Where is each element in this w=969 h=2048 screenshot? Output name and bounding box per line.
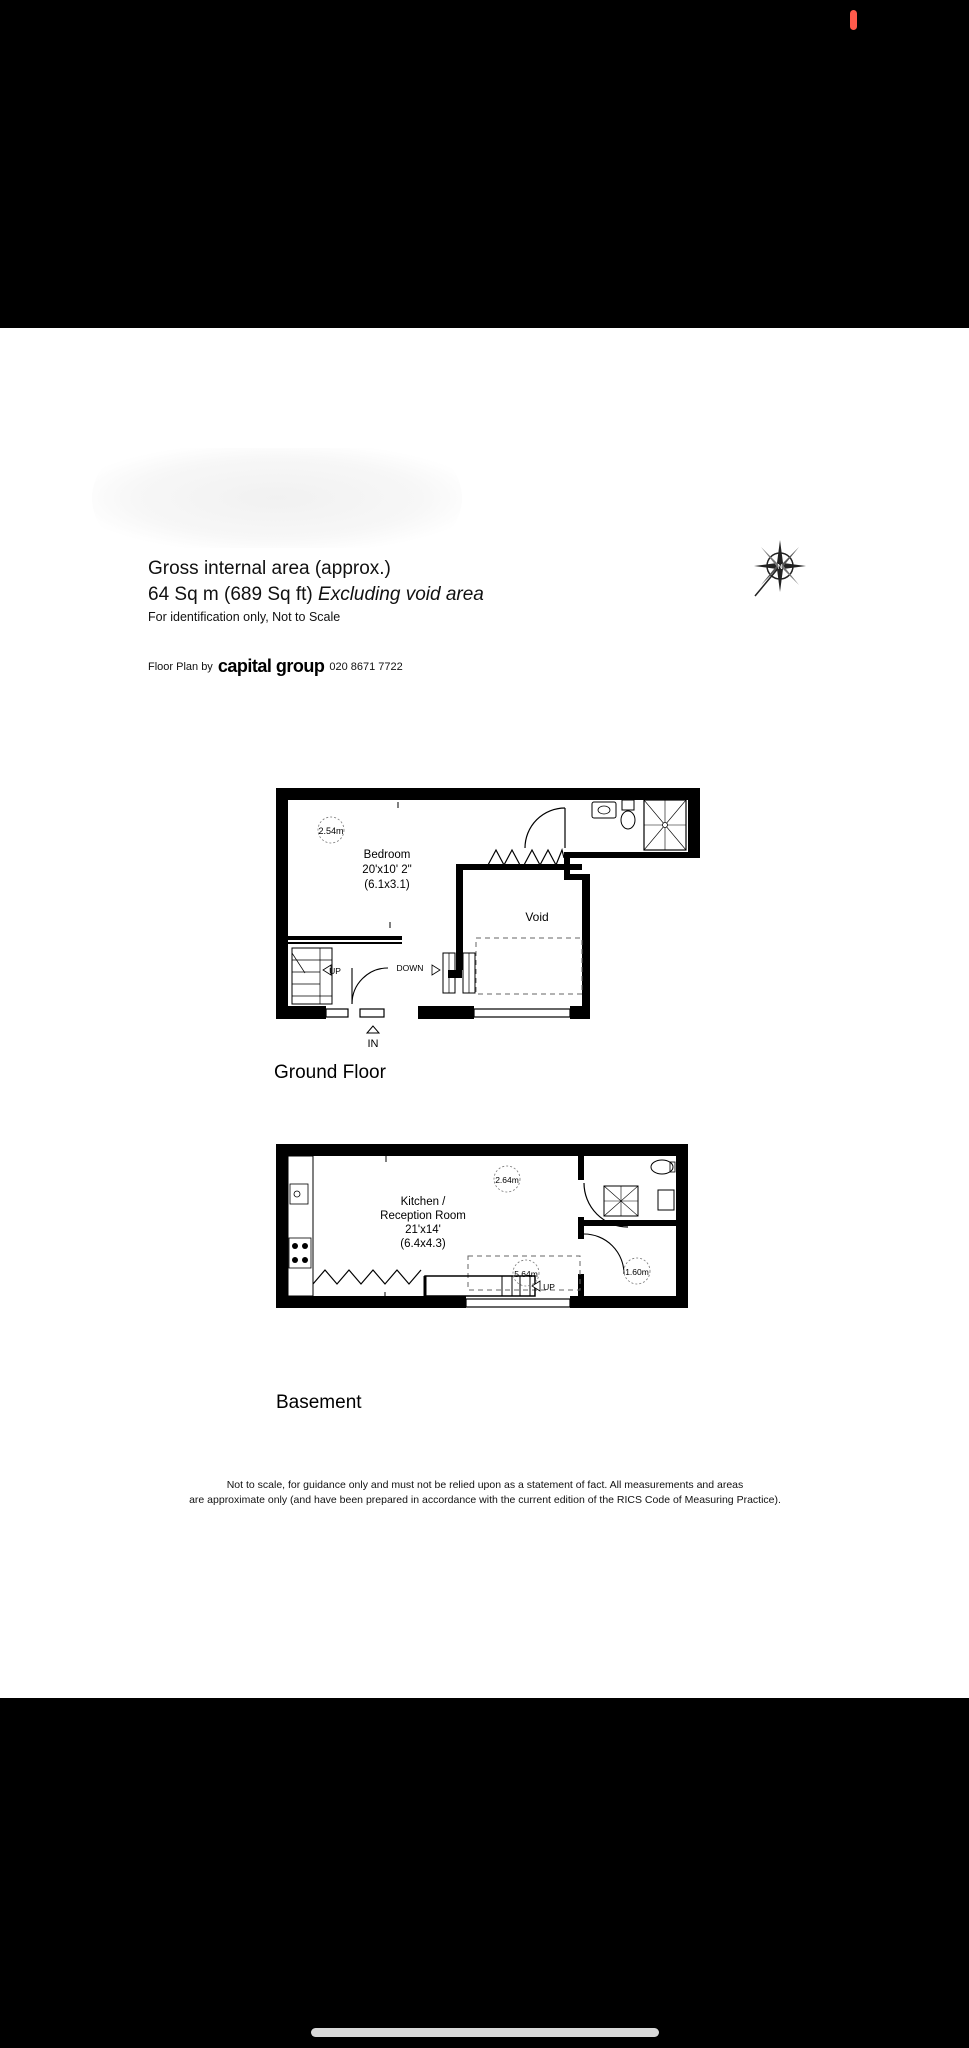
disclaimer — [120, 1478, 850, 1508]
kitchen-size-imperial: 21'x14' — [405, 1224, 441, 1236]
floor-plans — [0, 328, 969, 1428]
void-label: Void — [525, 910, 549, 924]
floorplan-by-label: Floor Plan by — [148, 660, 213, 673]
disclaimer-line-2: are approximate only (and have been prepared in accordance with the current edition of the RICS Code of Measuring Practice). — [189, 1494, 781, 1506]
basement-title: Basement — [276, 1392, 362, 1413]
disclaimer-line-1: Not to scale, for guidance only and must not be relied upon as a statement of fact. All measurements and areas — [226, 1479, 744, 1491]
toilet-icon — [621, 800, 635, 829]
hob-icon — [289, 1238, 311, 1268]
basement-stair-up-label: UP — [543, 1282, 555, 1292]
basement-plan — [276, 1144, 688, 1308]
ground-stairs — [292, 948, 332, 1004]
gross-internal-area-label: Gross internal area (approx.) — [148, 558, 391, 579]
kitchen-name-line2: Reception Room — [380, 1210, 466, 1222]
basin-icon — [658, 1190, 674, 1210]
ground-floor-plan — [276, 788, 700, 1033]
kitchen-name-line1: Kitchen / — [400, 1196, 446, 1208]
floor-plan-sheet — [0, 328, 969, 1698]
area-note: Excluding void area — [318, 584, 484, 605]
shower-icon — [604, 1186, 638, 1216]
side-room-height-label: 1.60m — [625, 1267, 649, 1277]
ground-floor-title: Ground Floor — [274, 1062, 386, 1083]
svg-text:N: N — [777, 564, 783, 571]
ground-stair-up-label: UP — [329, 966, 341, 976]
basin-icon — [592, 802, 616, 818]
bedroom-size-metric: (6.1x3.1) — [364, 879, 410, 891]
shower-icon — [644, 800, 686, 850]
entrance-label: IN — [367, 1038, 379, 1050]
kitchen-ceiling-height: 2.64m — [495, 1175, 519, 1185]
ground-stair-down-label: DOWN — [396, 963, 424, 973]
bedroom-name: Bedroom — [363, 849, 411, 861]
sink-icon — [290, 1184, 308, 1204]
phone-number: 020 8671 7722 — [329, 660, 403, 673]
brand-logo: capital group — [217, 656, 325, 676]
bedroom-size-imperial: 20'x10' 2" — [362, 864, 412, 876]
kitchen-size-metric: (6.4x4.3) — [400, 1238, 446, 1250]
toilet-icon — [651, 1160, 675, 1174]
bedroom-ceiling-height: 2.54m — [318, 826, 344, 836]
area-sq: 64 Sq m (689 Sq ft) — [148, 584, 313, 605]
recording-indicator — [850, 10, 857, 30]
home-indicator[interactable] — [311, 2028, 659, 2037]
identification-note: For identification only, Not to Scale — [148, 610, 341, 624]
void-height-label: 5.64m — [514, 1269, 538, 1279]
